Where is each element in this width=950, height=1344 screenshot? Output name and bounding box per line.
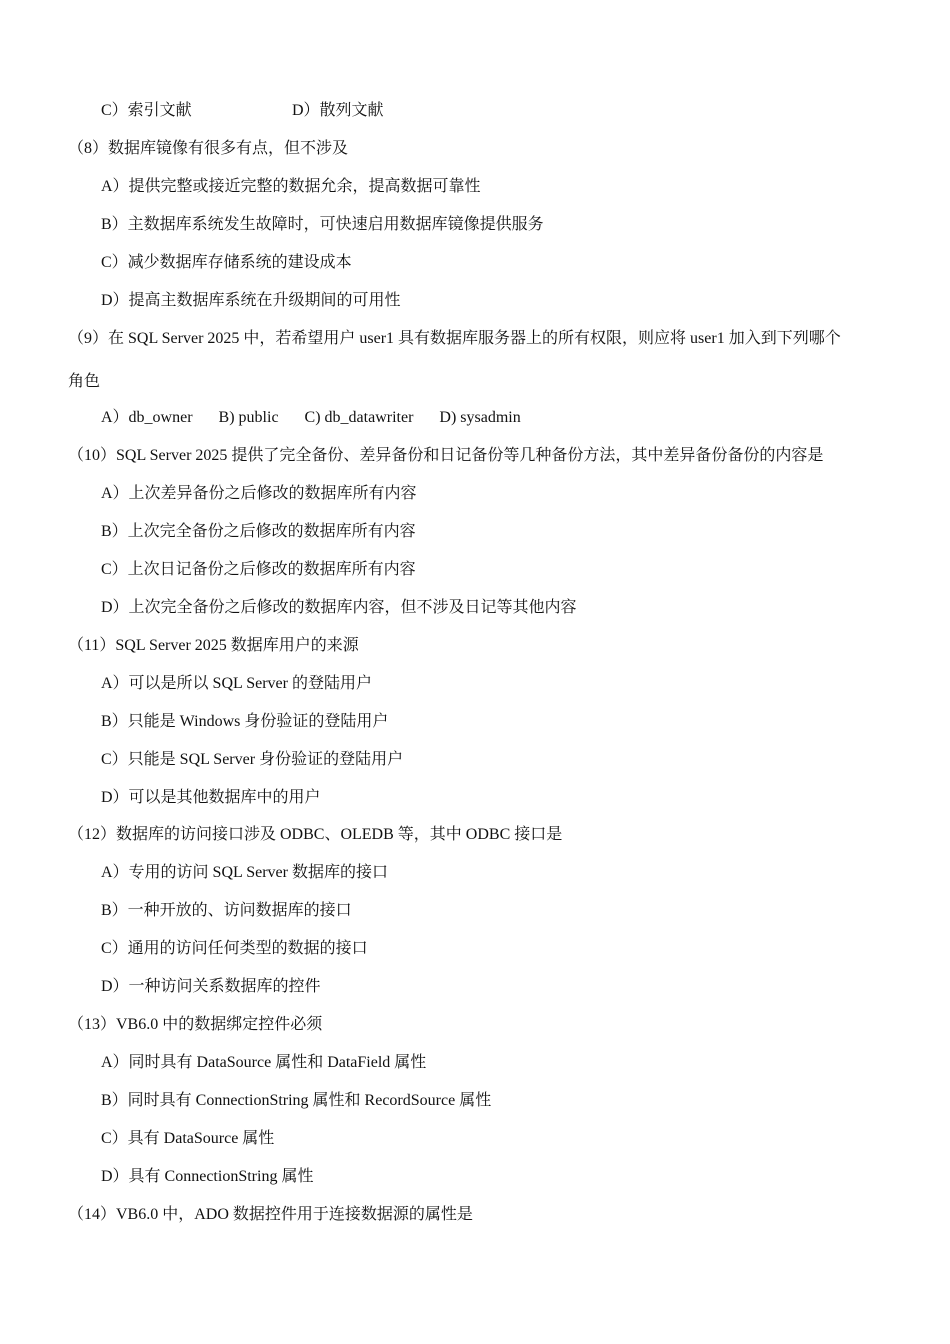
question-12-option-a: A）专用的访问 SQL Server 数据库的接口: [101, 864, 388, 881]
question-13-option-a: A）同时具有 DataSource 属性和 DataField 属性: [101, 1054, 427, 1071]
question-11-stem: （11）SQL Server 2025 数据库用户的来源: [68, 637, 359, 654]
question-13-option-b: B）同时具有 ConnectionString 属性和 RecordSource 属性: [101, 1092, 492, 1109]
question-9-options: [101, 408, 547, 428]
question-10-option-c: C）上次日记备份之后修改的数据库所有内容: [101, 561, 416, 578]
question-10-option-a: A）上次差异备份之后修改的数据库所有内容: [101, 485, 417, 502]
question-12-option-c: C）通用的访问任何类型的数据的接口: [101, 940, 368, 957]
question-13-option-d: D）具有 ConnectionString 属性: [101, 1168, 314, 1185]
question-9-stem-continued: 角色: [68, 373, 101, 390]
question-10-option-d: D）上次完全备份之后修改的数据库内容，但不涉及日记等其他内容: [101, 599, 577, 616]
question-9-stem: （9）在 SQL Server 2025 中，若希望用户 user1 具有数据库服务器上的所有权限，则应将 user1 加入到下列哪个: [68, 330, 841, 347]
option-d-prev: D）散列文献: [292, 102, 384, 119]
question-10-stem: （10）SQL Server 2025 提供了完全备份、差异备份和日记备份等几种备份方法，其中差异备份备份的内容是: [68, 447, 824, 464]
question-8-option-a: A）提供完整或接近完整的数据允余，提高数据可靠性: [101, 178, 481, 195]
question-8-option-d: D）提高主数据库系统在升级期间的可用性: [101, 292, 401, 309]
question-11-option-d: D）可以是其他数据库中的用户: [101, 789, 321, 806]
question-8-stem: （8）数据库镜像有很多有点，但不涉及: [68, 140, 349, 157]
question-8-option-c: C）减少数据库存储系统的建设成本: [101, 254, 352, 271]
question-11-option-c: C）只能是 SQL Server 身份验证的登陆用户: [101, 751, 404, 768]
question-14-stem: （14）VB6.0 中，ADO 数据控件用于连接数据源的属性是: [68, 1206, 473, 1223]
question-11-option-b: B）只能是 Windows 身份验证的登陆用户: [101, 713, 389, 730]
question-13-option-c: C）具有 DataSource 属性: [101, 1130, 275, 1147]
question-9-option-d: D) sysadmin: [439, 409, 521, 426]
question-10-option-b: B）上次完全备份之后修改的数据库所有内容: [101, 523, 416, 540]
option-c-prev: C）索引文献: [101, 102, 192, 119]
question-12-option-d: D）一种访问关系数据库的控件: [101, 978, 321, 995]
question-12-option-b: B）一种开放的、访问数据库的接口: [101, 902, 352, 919]
question-13-stem: （13）VB6.0 中的数据绑定控件必须: [68, 1016, 323, 1033]
question-11-option-a: A）可以是所以 SQL Server 的登陆用户: [101, 675, 372, 692]
question-9-option-a: A）db_owner: [101, 409, 193, 426]
question-8-option-b: B）主数据库系统发生故障时，可快速启用数据库镜像提供服务: [101, 216, 544, 233]
question-9-option-c: C) db_datawriter: [304, 409, 414, 426]
question-9-option-b: B) public: [218, 409, 279, 426]
question-12-stem: （12）数据库的访问接口涉及 ODBC、OLEDB 等，其中 ODBC 接口是: [68, 826, 563, 843]
